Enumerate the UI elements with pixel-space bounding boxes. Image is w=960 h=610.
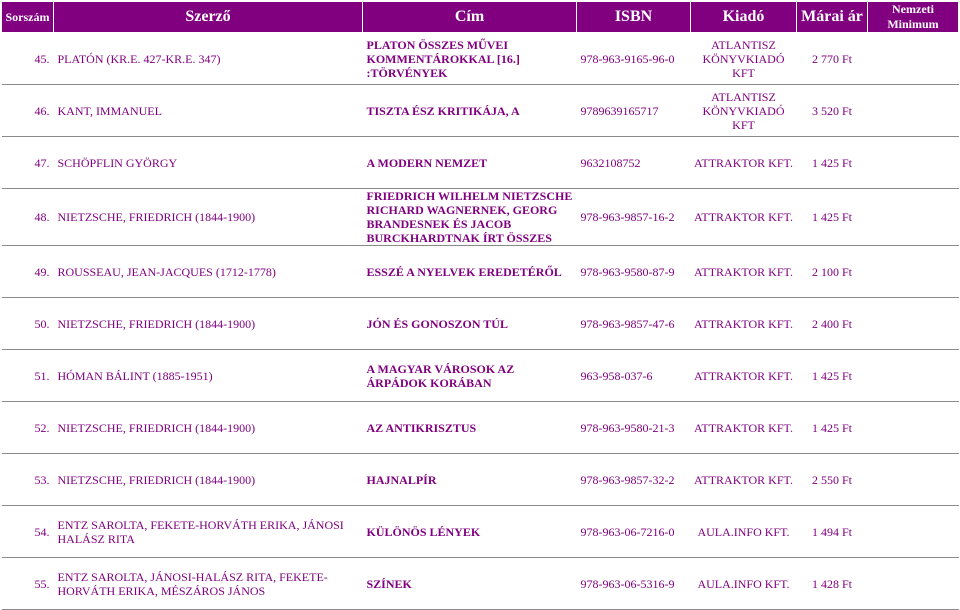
row-author: HÓMAN BÁLINT (1885-1951) <box>54 350 363 402</box>
row-author: ENTZ SAROLTA, FEKETE-HORVÁTH ERIKA, JÁNOSI HALÁSZ RITA <box>54 506 363 558</box>
row-isbn: 978-963-06-7216-0 <box>577 506 691 558</box>
header-price: Márai ár <box>797 2 868 33</box>
table-row <box>2 298 959 350</box>
row-isbn: 963-958-037-6 <box>577 350 691 402</box>
row-minimum <box>868 298 959 350</box>
row-title: JÓN ÉS GONOSZON TÚL <box>363 298 577 350</box>
row-minimum <box>868 137 959 189</box>
row-minimum <box>868 402 959 454</box>
row-publisher: ATTRAKTOR KFT. <box>691 246 797 298</box>
row-author: SCHÖPFLIN GYÖRGY <box>54 137 363 189</box>
row-price: 1 428 Ft <box>797 558 868 610</box>
row-isbn: 9632108752 <box>577 137 691 189</box>
row-number: 49. <box>2 246 54 298</box>
row-price: 2 550 Ft <box>797 454 868 506</box>
header-publisher: Kiadó <box>691 2 797 33</box>
row-price: 1 425 Ft <box>797 189 868 246</box>
row-author: NIETZSCHE, FRIEDRICH (1844-1900) <box>54 454 363 506</box>
row-publisher: ATLANTISZ KÖNYVKIADÓ KFT <box>691 33 797 85</box>
row-isbn: 978-963-06-5316-9 <box>577 558 691 610</box>
row-number: 48. <box>2 189 54 246</box>
row-author: NIETZSCHE, FRIEDRICH (1844-1900) <box>54 189 363 246</box>
row-publisher: ATLANTISZ KÖNYVKIADÓ KFT <box>691 85 797 137</box>
row-author: NIETZSCHE, FRIEDRICH (1844-1900) <box>54 298 363 350</box>
row-isbn: 978-963-9857-32-2 <box>577 454 691 506</box>
table-row <box>2 454 959 506</box>
row-publisher: AULA.INFO KFT. <box>691 506 797 558</box>
header-isbn: ISBN <box>577 2 691 33</box>
row-number: 55. <box>2 558 54 610</box>
table-row <box>2 350 959 402</box>
table-body <box>2 33 959 610</box>
row-price: 1 425 Ft <box>797 350 868 402</box>
table-header <box>2 2 959 33</box>
table-row <box>2 506 959 558</box>
row-isbn: 9789639165717 <box>577 85 691 137</box>
table-row <box>2 33 959 85</box>
row-minimum <box>868 454 959 506</box>
row-publisher: ATTRAKTOR KFT. <box>691 454 797 506</box>
header-title: Cím <box>363 2 577 33</box>
row-minimum <box>868 33 959 85</box>
row-publisher: ATTRAKTOR KFT. <box>691 298 797 350</box>
row-number: 53. <box>2 454 54 506</box>
row-minimum <box>868 85 959 137</box>
table-row <box>2 85 959 137</box>
row-isbn: 978-963-9165-96-0 <box>577 33 691 85</box>
row-title: AZ ANTIKRISZTUS <box>363 402 577 454</box>
header-minimum: Nemzeti Minimum <box>868 2 959 33</box>
row-title: A MAGYAR VÁROSOK AZ ÁRPÁDOK KORÁBAN <box>363 350 577 402</box>
row-price: 2 770 Ft <box>797 33 868 85</box>
row-publisher: AULA.INFO KFT. <box>691 558 797 610</box>
row-number: 51. <box>2 350 54 402</box>
row-publisher: ATTRAKTOR KFT. <box>691 137 797 189</box>
row-isbn: 978-963-9580-21-3 <box>577 402 691 454</box>
row-price: 2 400 Ft <box>797 298 868 350</box>
table-row <box>2 189 959 246</box>
row-number: 52. <box>2 402 54 454</box>
header-num: Sorszám <box>2 2 54 33</box>
row-author: NIETZSCHE, FRIEDRICH (1844-1900) <box>54 402 363 454</box>
row-price: 1 425 Ft <box>797 402 868 454</box>
row-title: FRIEDRICH WILHELM NIETZSCHE RICHARD WAGNERNEK, GEORG BRANDESNEK ÉS JACOB BURCKHARDTNAK ÍRT ÖSSZES <box>363 189 577 246</box>
row-price: 1 425 Ft <box>797 137 868 189</box>
row-title: SZÍNEK <box>363 558 577 610</box>
table-row <box>2 137 959 189</box>
row-minimum <box>868 246 959 298</box>
row-isbn: 978-963-9857-47-6 <box>577 298 691 350</box>
table-row <box>2 402 959 454</box>
row-number: 46. <box>2 85 54 137</box>
row-price: 3 520 Ft <box>797 85 868 137</box>
row-publisher: ATTRAKTOR KFT. <box>691 350 797 402</box>
row-price: 2 100 Ft <box>797 246 868 298</box>
header-author: Szerző <box>54 2 363 33</box>
row-author: ENTZ SAROLTA, JÁNOSI-HALÁSZ RITA, FEKETE-HORVÁTH ERIKA, MÉSZÁROS JÁNOS <box>54 558 363 610</box>
row-title: HAJNALPÍR <box>363 454 577 506</box>
row-title: A MODERN NEMZET <box>363 137 577 189</box>
row-number: 50. <box>2 298 54 350</box>
row-publisher: ATTRAKTOR KFT. <box>691 189 797 246</box>
row-title: PLATON ÖSSZES MŰVEI KOMMENTÁROKKAL [16.] :TÖRVÉNYEK <box>363 33 577 85</box>
book-price-table <box>1 1 959 610</box>
row-title: KÜLÖNÖS LÉNYEK <box>363 506 577 558</box>
row-minimum <box>868 558 959 610</box>
row-author: ROUSSEAU, JEAN-JACQUES (1712-1778) <box>54 246 363 298</box>
row-publisher: ATTRAKTOR KFT. <box>691 402 797 454</box>
row-author: KANT, IMMANUEL <box>54 85 363 137</box>
row-isbn: 978-963-9580-87-9 <box>577 246 691 298</box>
row-minimum <box>868 506 959 558</box>
row-title: ESSZÉ A NYELVEK EREDETÉRŐL <box>363 246 577 298</box>
row-number: 47. <box>2 137 54 189</box>
table-row <box>2 558 959 610</box>
row-price: 1 494 Ft <box>797 506 868 558</box>
row-minimum <box>868 350 959 402</box>
row-isbn: 978-963-9857-16-2 <box>577 189 691 246</box>
row-title: TISZTA ÉSZ KRITIKÁJA, A <box>363 85 577 137</box>
table-row <box>2 246 959 298</box>
row-minimum <box>868 189 959 246</box>
row-number: 54. <box>2 506 54 558</box>
row-number: 45. <box>2 33 54 85</box>
row-author: PLATÓN (KR.E. 427-KR.E. 347) <box>54 33 363 85</box>
